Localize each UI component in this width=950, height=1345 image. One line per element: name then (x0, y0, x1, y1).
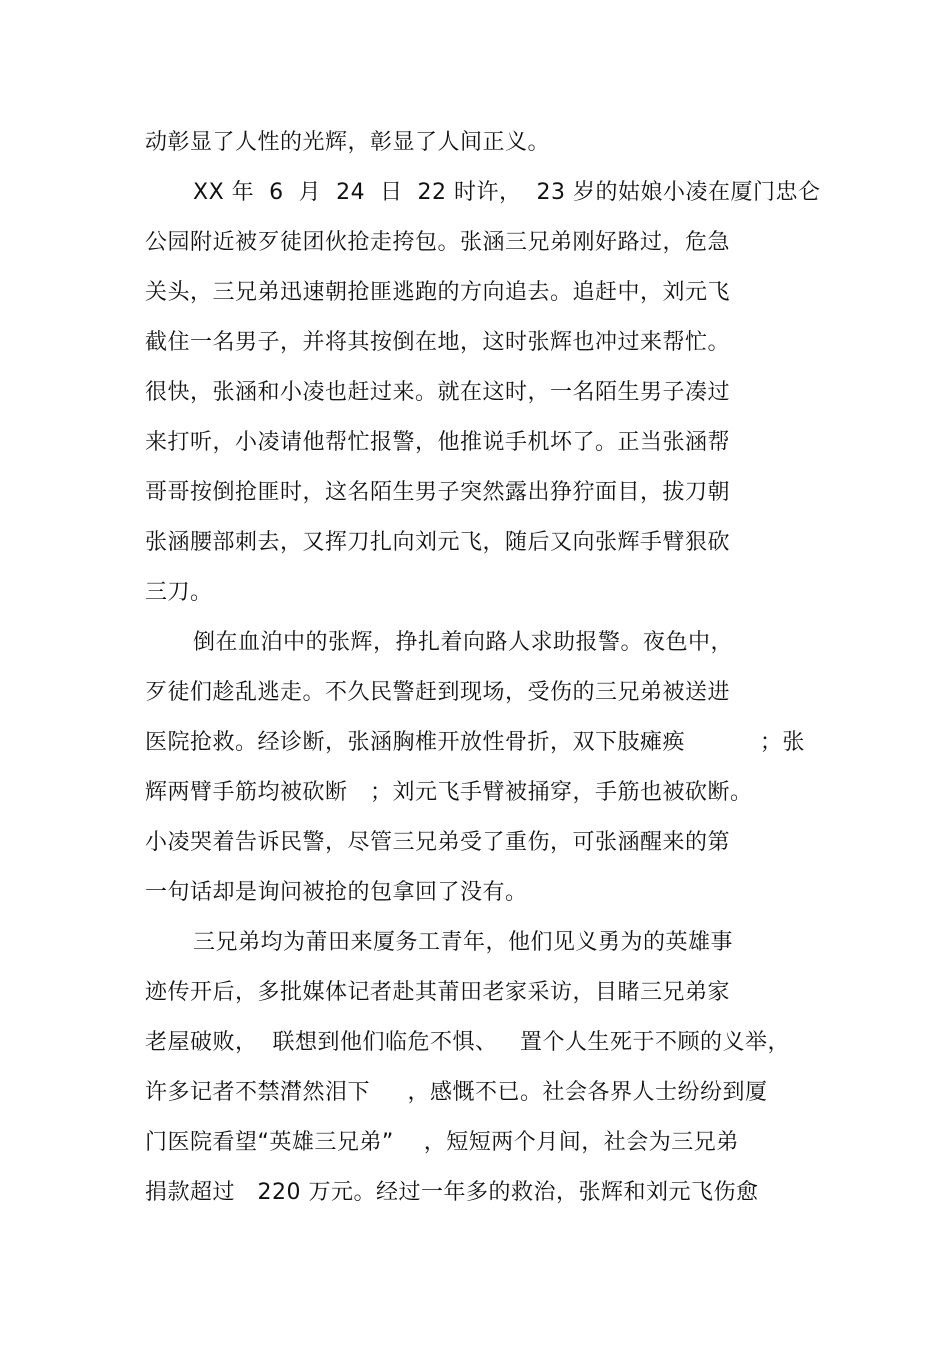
paragraph-start-line: XX 年 6 月 24 日 22 时许， 23 岁的姑娘小凌在厦门忠仑 (193, 180, 821, 205)
text-line: 老屋破败， 联想到他们临危不惧、 置个人生死于不顾的义举， (145, 1030, 790, 1055)
text-line: 小凌哭着告诉民警，尽管三兄弟受了重伤，可张涵醒来的第 (145, 830, 731, 855)
text-line: 关头，三兄弟迅速朝抢匪逃跑的方向追去。追赶中，刘元飞 (145, 280, 731, 305)
text-line: 医院抢救。经诊断，张涵胸椎开放性骨折，双下肢瘫痪 ；张 (145, 730, 805, 755)
text-line: 歹徒们趁乱逃走。不久民警赶到现场，受伤的三兄弟被送进 (145, 680, 731, 705)
text-line: 哥哥按倒抢匪时，这名陌生男子突然露出狰狞面目，拔刀朝 (145, 480, 731, 505)
text-line: 三刀。 (145, 580, 213, 605)
text-line: 辉两臂手筋均被砍断 ；刘元飞手臂被捅穿，手筋也被砍断。 (145, 780, 753, 805)
text-line: 截住一名男子，并将其按倒在地，这时张辉也冲过来帮忙。 (145, 330, 731, 355)
text-line: 张涵腰部刺去，又挥刀扎向刘元飞，随后又向张辉手臂狠砍 (145, 530, 731, 555)
text-line: 迹传开后，多批媒体记者赴其莆田老家采访，目睹三兄弟家 (145, 980, 731, 1005)
text-line: 公园附近被歹徒团伙抢走挎包。张涵三兄弟刚好路过，危急 (145, 230, 731, 255)
text-line: 动彰显了人性的光辉，彰显了人间正义。 (145, 130, 551, 155)
paragraph-start-line: 倒在血泊中的张辉，挣扎着向路人求助报警。夜色中， (193, 630, 734, 655)
paragraph-start-line: 三兄弟均为莆田来厦务工青年，他们见义勇为的英雄事 (193, 930, 734, 955)
text-line: 很快，张涵和小凌也赶过来。就在这时，一名陌生男子凑过 (145, 380, 731, 405)
text-line: 捐款超过 220 万元。经过一年多的救治，张辉和刘元飞伤愈 (145, 1180, 759, 1205)
text-line: 许多记者不禁潸然泪下 ，感慨不已。社会各界人士纷纷到厦 (145, 1080, 768, 1105)
text-line: 一句话却是询问被抢的包拿回了没有。 (145, 880, 528, 905)
text-line: 门医院看望“英雄三兄弟” ，短短两个月间，社会为三兄弟 (145, 1130, 739, 1155)
text-line: 来打听，小凌请他帮忙报警，他推说手机坏了。正当张涵帮 (145, 430, 731, 455)
